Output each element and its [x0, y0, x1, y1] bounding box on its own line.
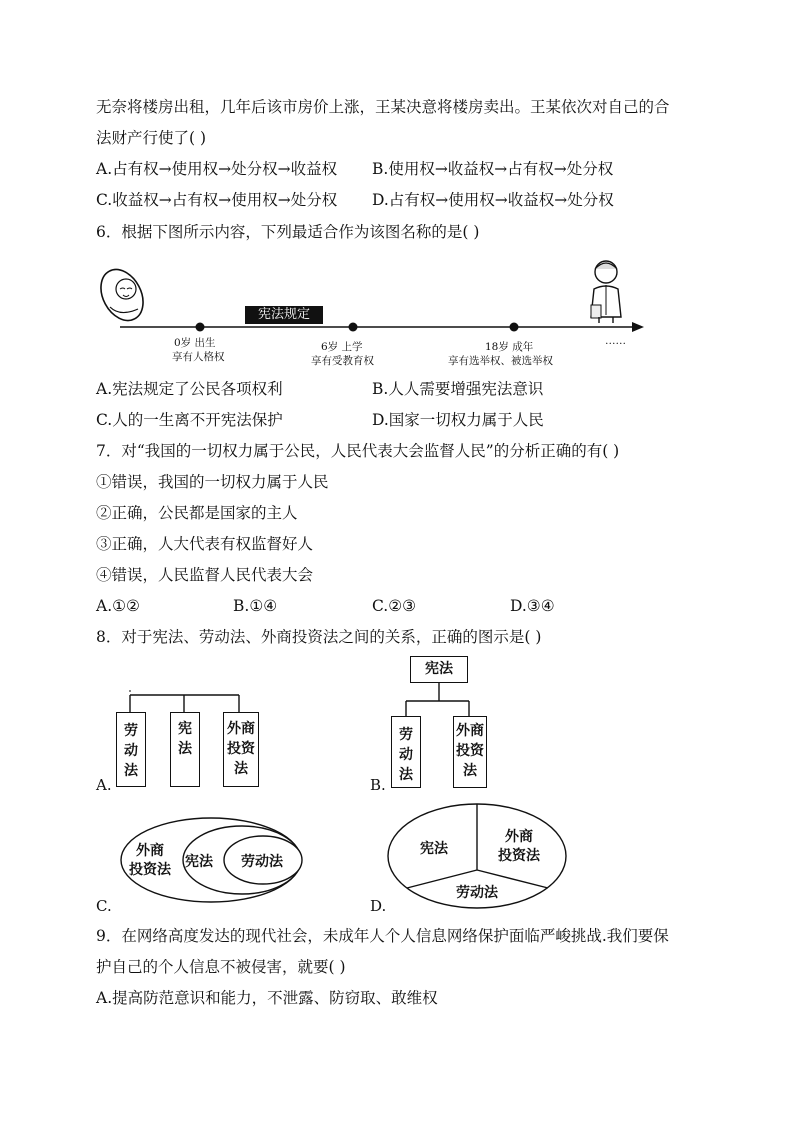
q7-item-2: ②正确，公民都是国家的主人 — [96, 504, 298, 522]
q8-diagram-b — [370, 654, 540, 800]
baby-icon — [96, 262, 151, 328]
timeline-point-birth — [196, 323, 205, 332]
diagram-d-bottom-label: 劳动法 — [456, 885, 498, 901]
q7-option-a: A.①② — [96, 597, 140, 615]
q8-stem: 8．对于宪法、劳动法、外商投资法之间的关系，正确的图示是( ) — [96, 628, 542, 646]
diagram-c-middle-label: 宪法 — [185, 854, 213, 870]
adult-person-icon — [591, 261, 621, 323]
q6-option-c: C.人的一生离不开宪法保护 — [96, 411, 283, 429]
q6-option-b: B.人人需要增强宪法意识 — [372, 380, 544, 398]
diagram-c-inner-label: 劳动法 — [241, 854, 283, 870]
timeline-p2-bottom: 享有受教育权 — [311, 355, 374, 367]
timeline-p1-bottom: 享有人格权 — [172, 351, 225, 363]
q7-option-d: D.③④ — [510, 597, 555, 615]
q7-item-3: ③正确，人大代表有权监督好人 — [96, 535, 314, 553]
diagram-d-left-label: 宪法 — [420, 841, 448, 857]
diagram-a-label: A. — [96, 776, 112, 794]
timeline-p3-top: 18岁 成年 — [485, 341, 534, 353]
diagram-c-outer-label: 外商 投资法 — [129, 843, 171, 878]
q7-option-b: B.①④ — [233, 597, 278, 615]
timeline-ellipsis: …… — [605, 335, 626, 347]
q9-stem-line1: 9．在网络高度发达的现代社会，未成年人个人信息网络保护面临严峻挑战.我们要保 — [96, 927, 669, 945]
q7-item-4: ④错误，人民监督人民代表大会 — [96, 566, 314, 584]
q7-stem: 7．对“我国的一切权力属于公民，人民代表大会监督人民”的分析正确的有( ) — [96, 442, 620, 460]
q6-stem: 6．根据下图所示内容，下列最适合作为该图名称的是( ) — [96, 223, 480, 241]
diagram-d-label: D. — [370, 897, 387, 915]
diagram-b-box-labor-law: 劳 动 法 — [391, 716, 421, 788]
q5-option-b: B.使用权→收益权→占有权→处分权 — [372, 160, 614, 178]
q6-option-a: A.宪法规定了公民各项权利 — [96, 380, 283, 398]
timeline-p3-bottom: 享有选举权、被选举权 — [448, 355, 553, 367]
diagram-b-box-foreign-investment-law: 外商 投资 法 — [453, 716, 487, 788]
q5-option-a: A.占有权→使用权→处分权→收益权 — [96, 160, 338, 178]
timeline-p2-top: 6岁 上学 — [321, 341, 363, 353]
q5-text-line1: 无奈将楼房出租，几年后该市房价上涨，王某决意将楼房卖出。王某依次对自己的合 — [96, 98, 670, 116]
q6-option-d: D.国家一切权力属于人民 — [372, 411, 544, 429]
diagram-b-box-constitution: 宪法 — [410, 656, 468, 683]
q9-stem-line2: 护自己的个人信息不被侵害，就要( ) — [96, 958, 346, 976]
diagram-b-label: B. — [370, 776, 386, 794]
q8-diagram-a — [96, 690, 276, 800]
q5-option-c: C.收益权→占有权→使用权→处分权 — [96, 191, 338, 209]
diagram-c-label: C. — [96, 897, 112, 915]
q7-item-1: ①错误，我国的一切权力属于人民 — [96, 473, 329, 491]
timeline-arrowhead — [632, 322, 644, 332]
q8-diagram-d — [370, 800, 570, 916]
timeline-point-adult — [510, 323, 519, 332]
diagram-a-box-constitution: 宪 法 — [170, 712, 200, 787]
diagram-d-right-label: 外商 投资法 — [498, 829, 540, 864]
q6-timeline-figure — [96, 255, 656, 370]
q9-option-a: A.提高防范意识和能力，不泄露、防窃取、敢维权 — [96, 989, 438, 1007]
q5-text-line2: 法财产行使了( ) — [96, 129, 207, 147]
q5-option-d: D.占有权→使用权→收益权→处分权 — [372, 191, 614, 209]
timeline-point-school — [349, 323, 358, 332]
q8-diagram-c — [96, 812, 311, 916]
q7-option-c: C.②③ — [372, 597, 417, 615]
timeline-banner: 宪法规定 — [245, 306, 323, 324]
diagram-a-box-foreign-investment-law: 外商 投资 法 — [223, 712, 259, 787]
timeline-p1-top: 0岁 出生 — [174, 337, 216, 349]
diagram-a-box-labor-law: 劳 动 法 — [116, 712, 146, 787]
